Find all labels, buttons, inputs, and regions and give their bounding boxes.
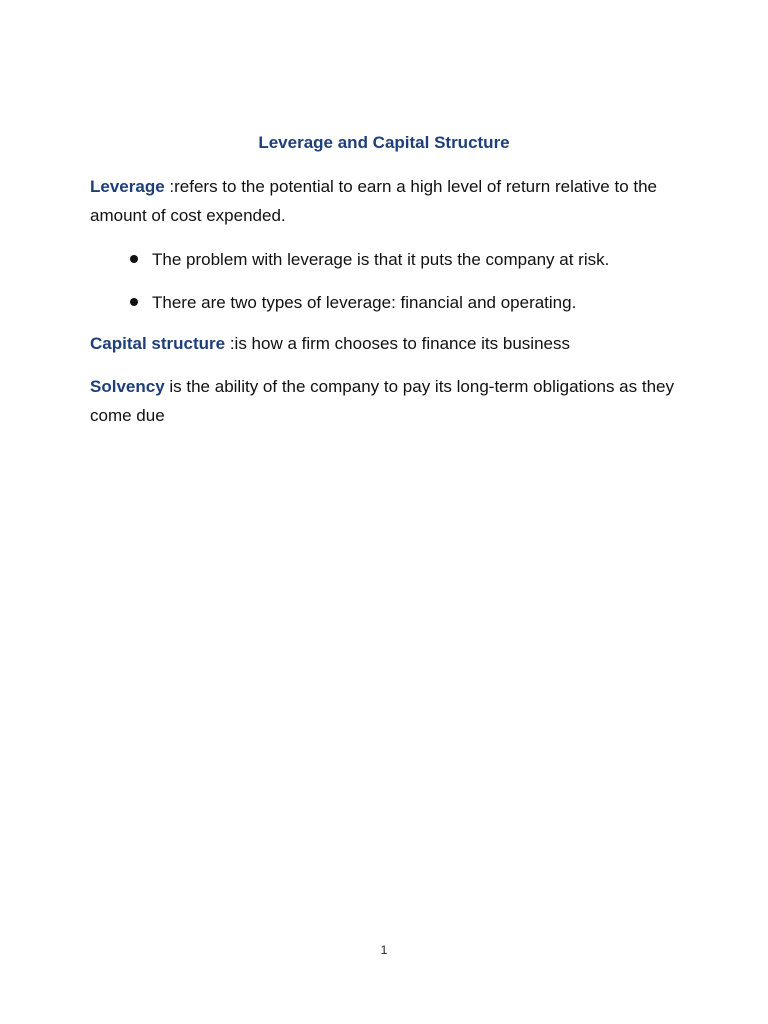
bullet-text: There are two types of leverage: financial and operating. — [152, 293, 577, 312]
solvency-term: Solvency — [90, 377, 165, 396]
leverage-paragraph — [90, 172, 680, 230]
solvency-definition: is the ability of the company to pay its long-term obligations as they come due — [90, 377, 674, 425]
capital-structure-definition: :is how a firm chooses to finance its business — [225, 334, 570, 353]
bullet-item-risk — [130, 245, 690, 274]
leverage-definition: :refers to the potential to earn a high level of return relative to the amount of cost expended. — [90, 177, 658, 225]
solvency-paragraph — [90, 372, 680, 430]
document-title: Leverage and Capital Structure — [258, 133, 510, 152]
page-number: 1 — [380, 943, 388, 957]
bullet-icon — [130, 255, 138, 263]
bullet-text: The problem with leverage is that it puts the company at risk. — [152, 250, 610, 269]
bullet-icon — [130, 298, 138, 306]
capital-structure-term: Capital structure — [90, 334, 226, 353]
leverage-term: Leverage — [90, 177, 165, 196]
capital-structure-paragraph — [90, 329, 680, 358]
bullet-item-types — [130, 288, 690, 317]
